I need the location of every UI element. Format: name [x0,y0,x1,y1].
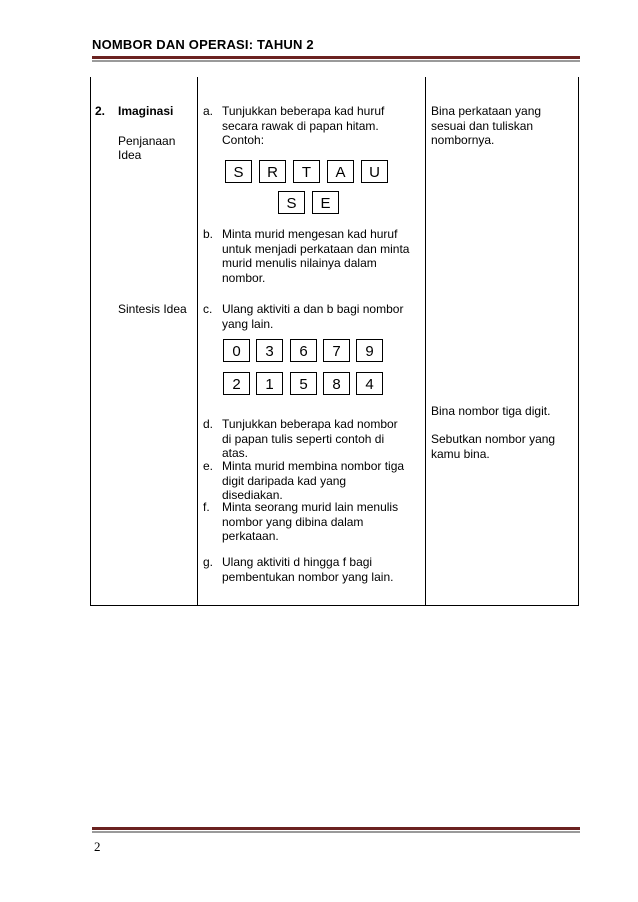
activity-label: c. [203,302,213,316]
table-border-left [90,77,91,606]
activity-text: Minta seorang murid lain menulis nombor yang dibina dalam perkataan. [222,500,399,544]
step-number: 2. [95,104,106,118]
number-card: 6 [290,339,317,362]
number-card: 8 [323,372,350,395]
table-border-right [578,77,579,606]
footer-rule-light [92,831,580,833]
activity-text: Ulang aktiviti d hingga f bagi pembentukan nombor yang lain. [222,555,394,584]
activity-text: Minta murid membina nombor tiga digit daripada kad yang disediakan. [222,459,405,503]
table-divider-2 [425,77,426,606]
number-card: 4 [356,372,383,395]
page-header-title: NOMBOR DAN OPERASI: TAHUN 2 [92,37,314,52]
letter-card: T [293,160,320,183]
number-card: 0 [223,339,250,362]
letter-card: E [312,191,339,214]
footer-rule-dark [92,827,580,830]
note-say-number: Sebutkan nombor yang kamu bina. [431,432,556,461]
activity-label: a. [203,104,214,118]
note-build-number: Bina nombor tiga digit. [431,404,551,418]
number-card: 3 [256,339,283,362]
activity-label: e. [203,459,214,473]
note-build-word: Bina perkataan yang sesuai dan tuliskan nombornya. [431,104,542,148]
activity-text: Tunjukkan beberapa kad nombor di papan tulis seperti contoh di atas. [222,417,398,461]
page-number: 2 [94,839,101,854]
number-card: 1 [256,372,283,395]
step-subtitle-1: Penjanaan [118,134,176,148]
table-border-bottom [90,605,579,606]
activity-text: Minta murid mengesan kad huruf untuk menjadi perkataan dan minta murid menulis nilainya dalam nombor. [222,227,410,285]
header-rule-dark [92,56,580,59]
step-title: Imaginasi [118,104,174,118]
activity-text: Ulang aktiviti a dan b bagi nombor yang lain. [222,302,404,331]
letter-card: S [225,160,252,183]
step-subtitle-2: Idea [118,148,142,162]
activity-label: g. [203,555,214,569]
activity-label: d. [203,417,214,431]
step-subtitle-3: Sintesis Idea [118,302,187,316]
table-divider-1 [197,77,198,606]
header-rule-light [92,60,580,62]
number-card: 9 [356,339,383,362]
activity-text: Tunjukkan beberapa kad huruf secara rawak di papan hitam. Contoh: [222,104,385,148]
letter-card: S [278,191,305,214]
letter-card: U [361,160,388,183]
number-card: 7 [323,339,350,362]
number-card: 5 [290,372,317,395]
number-card: 2 [223,372,250,395]
letter-card: R [259,160,286,183]
letter-card: A [327,160,354,183]
activity-label: f. [203,500,210,514]
activity-label: b. [203,227,214,241]
